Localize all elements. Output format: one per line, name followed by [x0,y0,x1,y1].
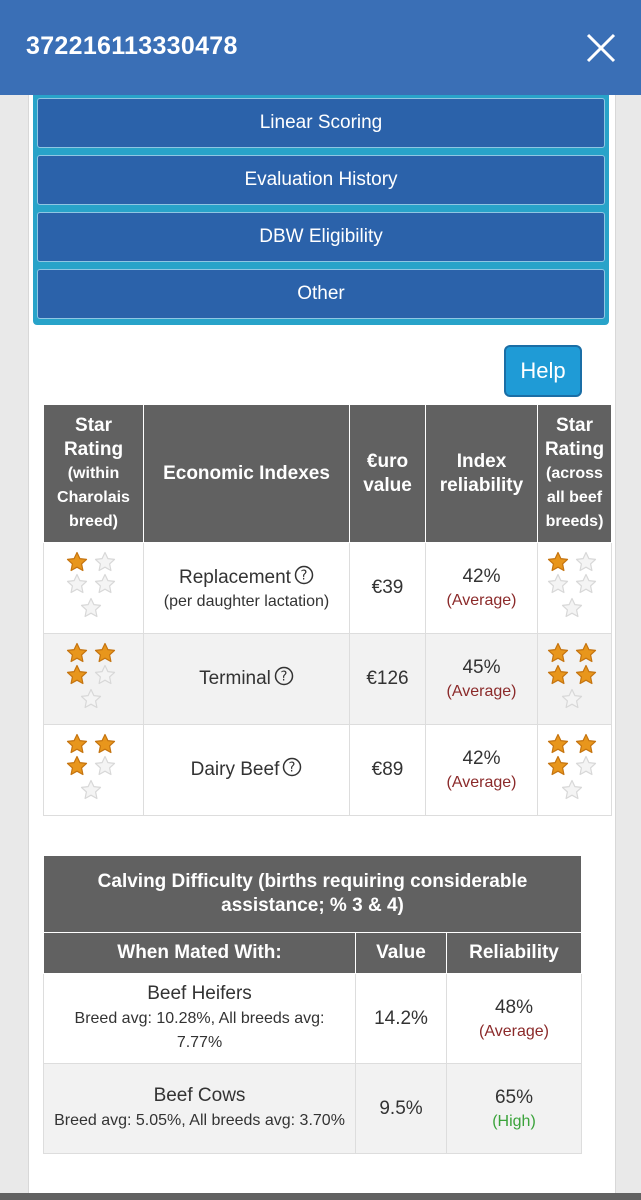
reliability-label: (Average) [446,774,517,791]
index-name: Dairy Beef [190,759,280,780]
index-name: Replacement [179,567,291,588]
star-empty-icon [94,551,116,573]
star-empty-icon [66,573,88,595]
star-within-sublabel: (within Charolais breed) [57,464,130,530]
star-filled-icon [547,664,569,686]
star-filled-icon [575,642,597,664]
calving-difficulty-title: Calving Difficulty (births requiring considerable assistance; % 3 & 4) [44,856,582,933]
reliability-value: 48% [494,996,534,1018]
star-across-sublabel: (across all beef breeds) [545,464,604,530]
star-empty-icon [80,597,102,619]
star-rating-within [66,551,122,625]
question-circle-icon[interactable] [274,666,294,692]
modal-header [0,0,641,95]
svg-text:?: ? [300,568,308,584]
star-empty-icon [80,779,102,801]
index-sublabel: (per daughter lactation) [163,593,330,610]
star-rating-across-header [538,405,612,543]
calving-difficulty-table [43,855,582,1154]
star-filled-icon [94,642,116,664]
question-circle-icon[interactable] [282,757,302,783]
index-reliability-header: Index reliability [426,405,538,543]
table-row [44,634,612,725]
bottom-bar [0,1193,641,1200]
star-empty-icon [561,688,583,710]
reliability-value: 42% [462,566,501,587]
star-rating-within [66,733,122,807]
table-row [44,974,582,1064]
dbw-eligibility-button[interactable]: DBW Eligibility [37,212,605,262]
star-filled-icon [547,642,569,664]
breed-average: Breed avg: 10.28%, All breeds avg: 7.77% [74,1009,325,1051]
reliability-label: (High) [492,1112,536,1130]
star-empty-icon [561,779,583,801]
reliability-label: (Average) [479,1022,549,1040]
reliability-label: (Average) [446,683,517,700]
star-empty-icon [575,573,597,595]
star-rating-across [547,733,603,807]
reliability-label: (Average) [446,592,517,609]
star-filled-icon [66,733,88,755]
mated-category: Beef Heifers [147,982,252,1004]
star-filled-icon [66,755,88,777]
close-button[interactable] [583,30,619,66]
euro-value: €89 [350,725,426,816]
star-empty-icon [575,551,597,573]
svg-text:?: ? [280,669,288,685]
animal-id-title: 372216113330478 [26,32,238,60]
modal-content [28,95,616,1200]
reliability-value: 45% [462,657,501,678]
star-rating-within [66,642,122,716]
close-icon [583,30,619,66]
reliability-header: Reliability [447,933,582,974]
star-filled-icon [547,755,569,777]
value-header: Value [356,933,447,974]
svg-text:?: ? [288,760,296,776]
question-circle-icon[interactable] [294,565,314,591]
star-filled-icon [547,733,569,755]
economic-index-table [43,404,612,816]
reliability-value: 42% [462,748,501,769]
evaluation-history-button[interactable]: Evaluation History [37,155,605,205]
star-filled-icon [66,551,88,573]
star-empty-icon [94,664,116,686]
star-empty-icon [547,573,569,595]
index-name: Terminal [199,668,271,689]
star-empty-icon [561,597,583,619]
star-filled-icon [575,664,597,686]
star-empty-icon [80,688,102,710]
mated-with-header: When Mated With: [44,933,356,974]
star-filled-icon [66,642,88,664]
star-filled-icon [547,551,569,573]
star-filled-icon [575,733,597,755]
table-row [44,725,612,816]
table-row [44,543,612,634]
calving-value: 14.2% [356,974,447,1064]
breed-average: Breed avg: 5.05%, All breeds avg: 3.70% [54,1111,345,1129]
table-row [44,1064,582,1154]
nav-menu [33,95,609,325]
star-rating-across [547,551,603,625]
star-across-label: Star Rating [544,414,605,460]
star-filled-icon [94,733,116,755]
star-empty-icon [575,755,597,777]
star-rating-within-header [44,405,144,543]
star-empty-icon [94,573,116,595]
euro-value: €126 [350,634,426,725]
economic-indexes-header: Economic Indexes [144,405,350,543]
linear-scoring-button[interactable]: Linear Scoring [37,98,605,148]
star-filled-icon [66,664,88,686]
mated-category: Beef Cows [153,1084,246,1106]
star-empty-icon [94,755,116,777]
other-button[interactable]: Other [37,269,605,319]
star-within-label: Star Rating [63,414,124,460]
help-button[interactable]: Help [504,345,582,397]
euro-value: €39 [350,543,426,634]
reliability-value: 65% [494,1086,534,1108]
calving-value: 9.5% [356,1064,447,1154]
star-rating-across [547,642,603,716]
euro-value-header: €uro value [350,405,426,543]
